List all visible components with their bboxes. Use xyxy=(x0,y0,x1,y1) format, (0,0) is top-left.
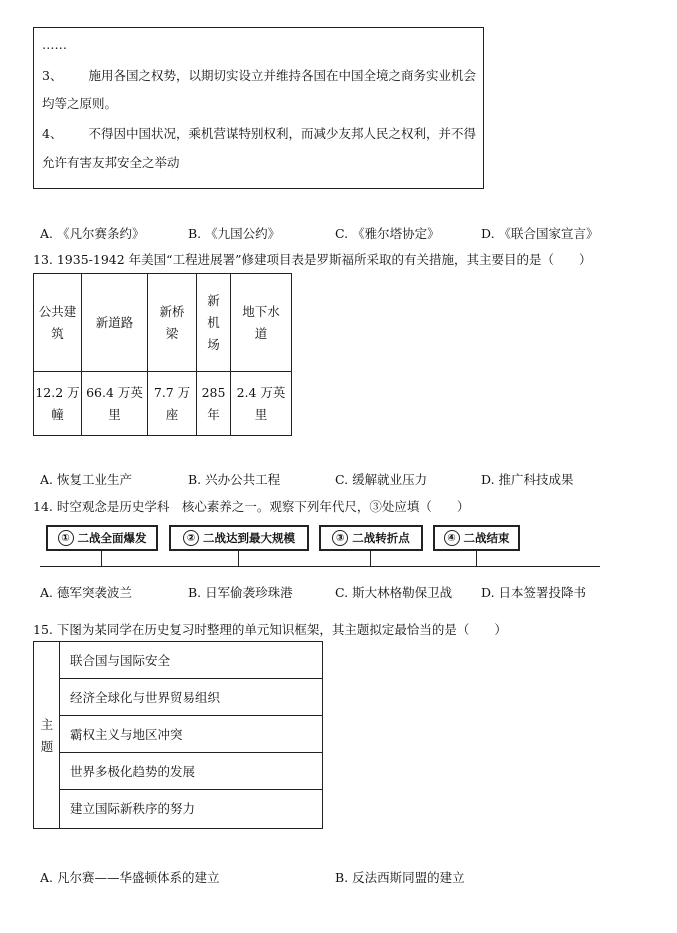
q12-option-d[interactable]: D. 《联合国家宣言》 xyxy=(481,226,599,241)
table-header-cell: 公共建 筑 xyxy=(34,274,82,372)
timeline-num-2: ② xyxy=(183,530,199,546)
q15-knowledge-frame xyxy=(33,641,323,829)
table-row xyxy=(34,274,292,372)
table-row xyxy=(34,372,292,436)
q13-project-table xyxy=(33,273,292,436)
table-header-cell: 新桥 梁 xyxy=(148,274,197,372)
q15-row-1: 联合国与国际安全 xyxy=(60,642,322,679)
q12-item3-text1: 施用各国之权势，以期切实设立并维持各国在中国全境之商务实业机会 xyxy=(88,68,476,83)
timeline-tick-4 xyxy=(476,551,477,566)
q12-item4-text1: 不得因中国状况，乘机营谋特别权利，而减少友邦人民之权利，并不得 xyxy=(88,126,476,141)
timeline-num-1: ① xyxy=(58,530,74,546)
table-header-cell: 地下水 道 xyxy=(231,274,292,372)
q15-theme-column xyxy=(34,642,60,828)
timeline-label-3: 二战转折点 xyxy=(352,531,410,545)
q13-option-b[interactable]: B. 兴办公共工程 xyxy=(188,472,281,487)
q15-question: 15. 下图为某同学在历史复习时整理的单元知识框架，其主题拟定最恰当的是（ ） xyxy=(33,622,507,637)
q14-option-d[interactable]: D. 日本签署投降书 xyxy=(481,585,587,600)
q14-option-c[interactable]: C. 斯大林格勒保卫战 xyxy=(335,585,453,600)
timeline-axis xyxy=(40,566,600,567)
q12-item4-num: 4、 xyxy=(42,126,63,141)
q13-option-a[interactable]: A. 恢复工业生产 xyxy=(40,472,132,487)
q15-option-a[interactable]: A. 凡尔赛——华盛顿体系的建立 xyxy=(40,870,220,885)
q14-option-b[interactable]: B. 日军偷袭珍珠港 xyxy=(188,585,293,600)
q12-option-b[interactable]: B. 《九国公约》 xyxy=(188,226,281,241)
timeline-num-3: ③ xyxy=(332,530,348,546)
q12-option-a[interactable]: A. 《凡尔赛条约》 xyxy=(40,226,145,241)
timeline-box-4 xyxy=(433,525,520,551)
timeline-label-2: 二战达到最大规模 xyxy=(203,531,295,545)
q12-option-c[interactable]: C. 《雅尔塔协定》 xyxy=(335,226,440,241)
timeline-box-2 xyxy=(169,525,309,551)
table-cell: 285 年 xyxy=(197,372,231,436)
q15-option-b[interactable]: B. 反法西斯同盟的建立 xyxy=(335,870,465,885)
timeline-tick-1 xyxy=(101,551,102,566)
q13-question: 13. 1935-1942 年美国“工程进展署”修建项目表是罗斯福所采取的有关措施，其主要目的是（ ） xyxy=(33,252,592,267)
table-cell: 66.4 万英 里 xyxy=(82,372,148,436)
timeline-tick-2 xyxy=(238,551,239,566)
timeline-box-1 xyxy=(46,525,158,551)
timeline-label-1: 二战全面爆发 xyxy=(77,531,147,545)
timeline-num-4: ④ xyxy=(444,530,460,546)
q12-ellipsis: …… xyxy=(42,37,67,52)
q12-item4-line2: 允许有害友邦安全之举动 xyxy=(42,155,180,170)
q15-row-5: 建立国际新秩序的努力 xyxy=(70,801,196,816)
q15-row-3: 霸权主义与地区冲突 xyxy=(60,716,322,753)
timeline-box-3 xyxy=(319,525,423,551)
table-header-cell: 新道路 xyxy=(82,274,148,372)
q13-option-d[interactable]: D. 推广科技成果 xyxy=(481,472,574,487)
timeline-label-4: 二战结束 xyxy=(463,531,510,545)
q12-quote-box xyxy=(33,27,484,189)
q12-item4-line1 xyxy=(42,126,476,142)
table-header-cell: 新 机 场 xyxy=(197,274,231,372)
table-cell: 2.4 万英 里 xyxy=(231,372,292,436)
q14-question: 14. 时空观念是历史学科 核心素养之一。观察下列年代尺，③处应填（ ） xyxy=(33,499,470,514)
table-cell: 7.7 万 座 xyxy=(148,372,197,436)
q14-option-a[interactable]: A. 德军突袭波兰 xyxy=(40,585,132,600)
q15-row-2: 经济全球化与世界贸易组织 xyxy=(60,679,322,716)
q12-item3-line2: 均等之原则。 xyxy=(42,96,118,111)
q12-item3-num: 3、 xyxy=(42,68,63,83)
timeline-tick-3 xyxy=(370,551,371,566)
q13-option-c[interactable]: C. 缓解就业压力 xyxy=(335,472,428,487)
q15-theme-label: 主 题 xyxy=(40,717,54,754)
q12-item3-line1 xyxy=(42,68,476,84)
table-cell: 12.2 万 幢 xyxy=(34,372,82,436)
q15-row-4: 世界多极化趋势的发展 xyxy=(60,753,322,790)
